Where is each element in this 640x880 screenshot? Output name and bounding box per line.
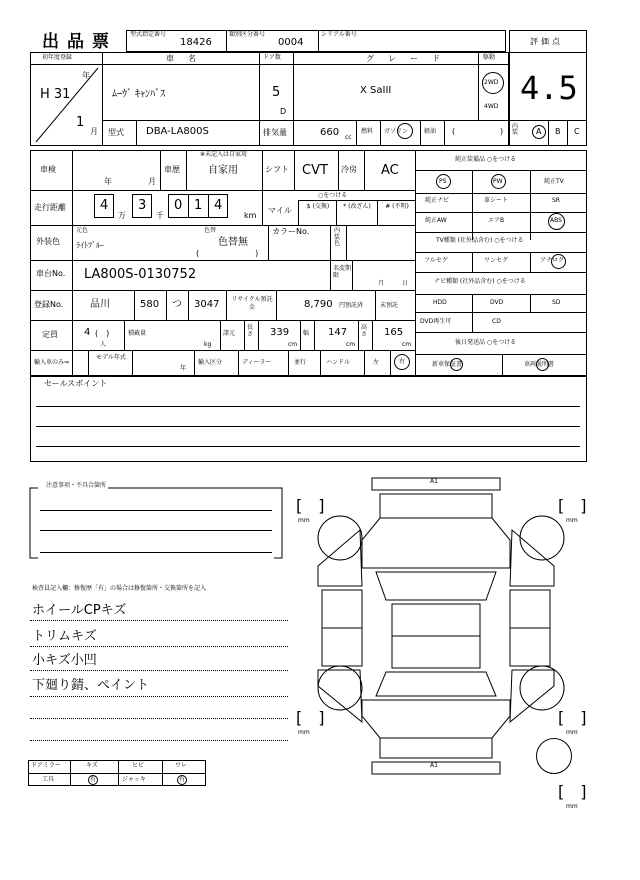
interior-label: 内装 [512,123,519,136]
drive-4wd: 4WD [484,103,499,110]
class-no-value: 0004 [278,37,304,48]
equip-ps: PS [439,178,447,185]
handle-left: 左 [373,359,380,366]
length-cm: cm [288,341,298,348]
registration-region: 品川 [90,299,110,310]
mileage-man-unit: 万 [118,211,126,220]
inspector-note-label: 検査員記入欄：修復歴「有」の場合は修復箇所・交換箇所を記入 [32,585,207,592]
first-reg-month-unit: 月 [90,127,98,136]
model-year-label: モデル年式 [96,354,126,361]
original-color-value: ﾗｲﾄﾌﾞﾙｰ [76,241,104,250]
color-change-label: 色替 [204,227,217,234]
tools-scratch: キズ [86,762,98,769]
bracket-rr: [ ] [558,708,587,727]
bracket-spare: [ ] [558,782,587,801]
name-change-label: 名変期限 [333,265,352,280]
name-change-day: 日 [402,280,409,287]
spare-tire-circle [536,738,572,774]
handle-right: 右 [399,358,406,365]
fuel-circle [397,123,413,139]
grade-value: X SaIII [360,85,392,96]
grade-label: グレード [366,54,454,63]
first-reg-year-unit: 年 [82,71,90,80]
navi-type-title: ナビ種類 (社外品含む) ○をつける [434,278,526,285]
handle-label: ハンドル [326,359,351,366]
sales-point-label: セールスポイント [44,379,108,388]
class-no-label: 類別区分番号 [229,31,266,38]
width-cm: cm [346,341,356,348]
tv-oneseg: ワンセグ [484,257,509,264]
recycle-label: リサイクル預託金 [231,296,273,311]
navi-hdd: HDD [433,299,447,306]
color-change-value: 色替無 [218,237,248,248]
a1-top-label: A1 [430,478,438,485]
tools-break: ワレ [175,762,188,769]
cc-unit: cc [345,134,352,141]
navi-dvd: DVD [490,299,504,306]
shift-label: シフト [265,165,289,174]
tv-analog: アナログ [540,257,565,264]
length-label: 長さ [247,324,254,338]
doors-label: ドア数 [263,54,281,61]
height-cm: cm [402,341,412,348]
first-reg-label: 初年度登録 [42,54,73,61]
interior-b: B [555,127,561,136]
history-value: 自家用 [208,165,238,176]
note-line-1: ホイールCPキズ [32,603,127,618]
import-dealer: ディーラー [242,359,272,366]
equip-aw: 純正AW [425,217,447,224]
mm-fr: mm [566,517,578,524]
tools-tools: 工具 [42,776,55,783]
registration-kana: つ [172,299,182,310]
recycle-amount: 8,790 [304,299,333,310]
shift-value: CVT [302,163,328,178]
mm-rl: mm [298,729,310,736]
registration-number: 3047 [194,299,220,310]
score-label: 評価点 [530,37,563,46]
fuel-value: ガソリン [384,128,409,135]
cooler-label: 冷房 [341,165,357,174]
original-color-label: 元色 [76,227,89,234]
oil-label: 軽油 [424,128,437,135]
warranty-circle [450,358,463,371]
capacity-persons-unit: 人 [100,341,107,348]
interior-a: A [536,127,542,136]
height-label: 高さ [361,324,368,338]
tv-fullseg: フルセグ [424,257,448,264]
capacity-persons: 4 [84,327,91,338]
mileage-digit-5: 4 [214,198,223,213]
inspection-label: 車検 [40,165,56,174]
later-manual: 車両説明書 [524,361,555,368]
equip-pw: PW [493,178,503,185]
first-reg-month: 1 [76,115,85,130]
mileage-modified: * (改ざん) [343,203,371,210]
bracket-fl: [ ] [296,496,325,515]
inspection-year-unit: 年 [104,177,112,186]
navi-cd: CD [492,318,501,325]
equip-abs: ABS [550,217,562,224]
model-label: 型式 [108,128,124,137]
import-label: 輸入車のみ⇒ [34,359,70,366]
navi-dvd-player: DVD再生可 [420,318,452,325]
equip-airbag: エアB [488,217,505,224]
a1-bottom-label: A1 [430,762,438,769]
score-value: 4.5 [520,69,578,107]
oil-paren: ( [452,127,456,136]
equip-navi: 純正ナビ [425,197,450,204]
jack-yes: 有 [179,776,186,783]
registration-class: 580 [140,299,160,310]
mileage-mile: マイル [268,206,292,215]
mileage-digit-3: 0 [174,198,183,213]
mileage-digit-4: 1 [194,198,203,213]
mm-rr: mm [566,729,578,736]
mileage-km-unit: km [244,211,257,220]
interior-color-label: 内装色 [334,227,341,248]
capacity-label: 定員 [42,330,58,339]
color-change-paren: ( ) [196,249,259,258]
capacity-persons-paren: ( ) [95,329,110,338]
car-damage-diagram [300,476,590,776]
bracket-fr: [ ] [558,496,587,515]
type-no-value: 18426 [180,37,212,48]
equip-tv: 純正TV [544,178,564,185]
recycle-status: 未預託 [380,302,399,309]
import-parallel: 並行 [294,359,307,366]
mileage-label: 走行距離 [34,203,66,212]
width-label: 幅 [303,330,310,337]
tools-door-mirror: ドアミラー [31,762,61,769]
notes-label: 注意事項・不具合箇所 [46,482,107,489]
car-name-label: 車名 [166,54,210,63]
height-value: 165 [384,327,404,338]
mileage-digit-1: 4 [100,198,109,213]
color-number-label: カラーNo. [272,227,310,236]
drive-label: 駆動 [483,54,496,61]
mm-fl: mm [298,517,310,524]
note-line-4: 下廻り錆、ペイント [32,678,150,693]
navi-sd: SD [552,299,561,306]
first-reg-year: H 31 [40,87,71,102]
history-label: 車歴 [164,165,180,174]
mileage-exchange: $ (交換) [306,203,330,210]
tools-crack: ヒビ [132,762,145,769]
mm-spare: mm [566,803,578,810]
chassis-label: 車台No. [36,269,66,278]
chassis-value: LA800S-0130752 [84,267,197,282]
equip-leather: 革シート [484,197,509,204]
dims-label: 諸元 [223,330,236,337]
length-value: 339 [270,327,290,338]
registration-label: 登録No. [34,300,64,309]
later-warranty: 新車保証書 [432,361,463,368]
bracket-rl: [ ] [296,708,325,727]
color-label: 外装色 [36,237,60,246]
displacement-label: 排気量 [263,128,287,137]
history-note: ※未記入は自家用 [200,151,248,158]
tools-yes: 有 [90,776,97,783]
mileage-mark-note: ○をつける [318,192,348,199]
oil-paren-close: ) [500,127,504,136]
mileage-digit-2: 3 [138,198,147,213]
inspection-month-unit: 月 [148,177,156,186]
tv-type-title: TV種類 (社外品含む) ○をつける [436,237,524,244]
tools-jack: ジャッキ [122,776,146,783]
note-line-2: トリムキズ [32,629,97,644]
fuel-label: 燃料 [361,128,374,135]
manual-circle [536,358,549,371]
mileage-unknown: # (不明) [385,203,409,210]
mileage-sen-unit: 千 [156,211,164,220]
car-name-value: ﾑｰｳﾞ ｷｬﾝﾊﾞｽ [112,89,166,100]
name-change-month: 月 [378,280,385,287]
displacement-value: 660 [320,127,340,138]
type-no-label: 型式指定番号 [130,31,167,38]
doors-type: D [280,107,287,116]
model-year-unit: 年 [180,365,187,372]
equipment-title: 純正装備品 ○をつける [455,156,517,163]
load-kg: kg [204,341,212,348]
load-label: 積載量 [128,330,147,337]
recycle-unit: 円預託済 [339,302,364,309]
sales-point-box [30,376,587,462]
width-value: 147 [328,327,348,338]
later-items-title: 後日発送品 ○をつける [455,339,517,346]
equip-sr: SR [552,197,560,204]
cooler-value: AC [381,163,399,178]
import-type-label: 輸入区分 [198,359,223,366]
first-reg-diagonal [32,64,102,146]
note-line-3: 小キズ小凹 [32,653,97,668]
interior-c: C [574,127,580,136]
drive-2wd: 2WD [484,79,499,86]
document-title: 出品票 [42,32,117,52]
serial-label: シリアル番号 [321,31,357,38]
model-value: DBA-LA800S [146,126,209,137]
doors-value: 5 [272,85,281,100]
